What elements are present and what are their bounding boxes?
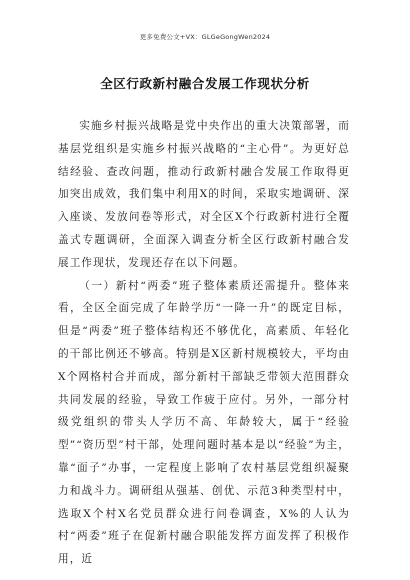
document-body [58,115,350,571]
document-title: 全区行政新村融合发展工作现状分析 [100,76,310,91]
header-note: 更多免费公文+VX：GLGeGongWen2024 [139,33,271,41]
paragraph-section-1: （一）新村“两委”班子整体素质还需提升。整体来看，全区全面完成了年龄学历“一降一升”的既定目标，但是“两委”班子整体结构还不够优化，高素质、年轻化的干部比例还不够高。特别是X区新村规模较大，平均由X个网格村合并而成，部分新村干部缺乏带领大范围群众共同发展的经验，导致工作疲于应付。另外，一部分村级党组织的带头人学历不高、年龄较大，属于“经验型”“资历型”村干部，处理问题时基本是以“经验”为主，靠“面子”办事，一定程度上影响了农村基层党组织凝聚力和战斗力。调研组从强基、创优、示范3种类型村中，选取X个村X名党员群众进行问卷调查，X%的人认为村“两委”班子在促新村融合职能发挥方面发挥了积极作用，近 [58,279,350,566]
paragraph-intro: 实施乡村振兴战略是党中央作出的重大决策部署，而基层党组织是实施乡村振兴战略的“主心骨”。为更好总结经验、查改问题，推动行政新村融合发展工作取得更加突出成效，我们集中利用X的时间，采取实地调研、深入座谈、发放问卷等形式，对全区X个行政新村进行全覆盖式专题调研，全面深入调查分析全区行政新村融合发展工作现状，发现还存在以下问题。 [58,120,350,269]
